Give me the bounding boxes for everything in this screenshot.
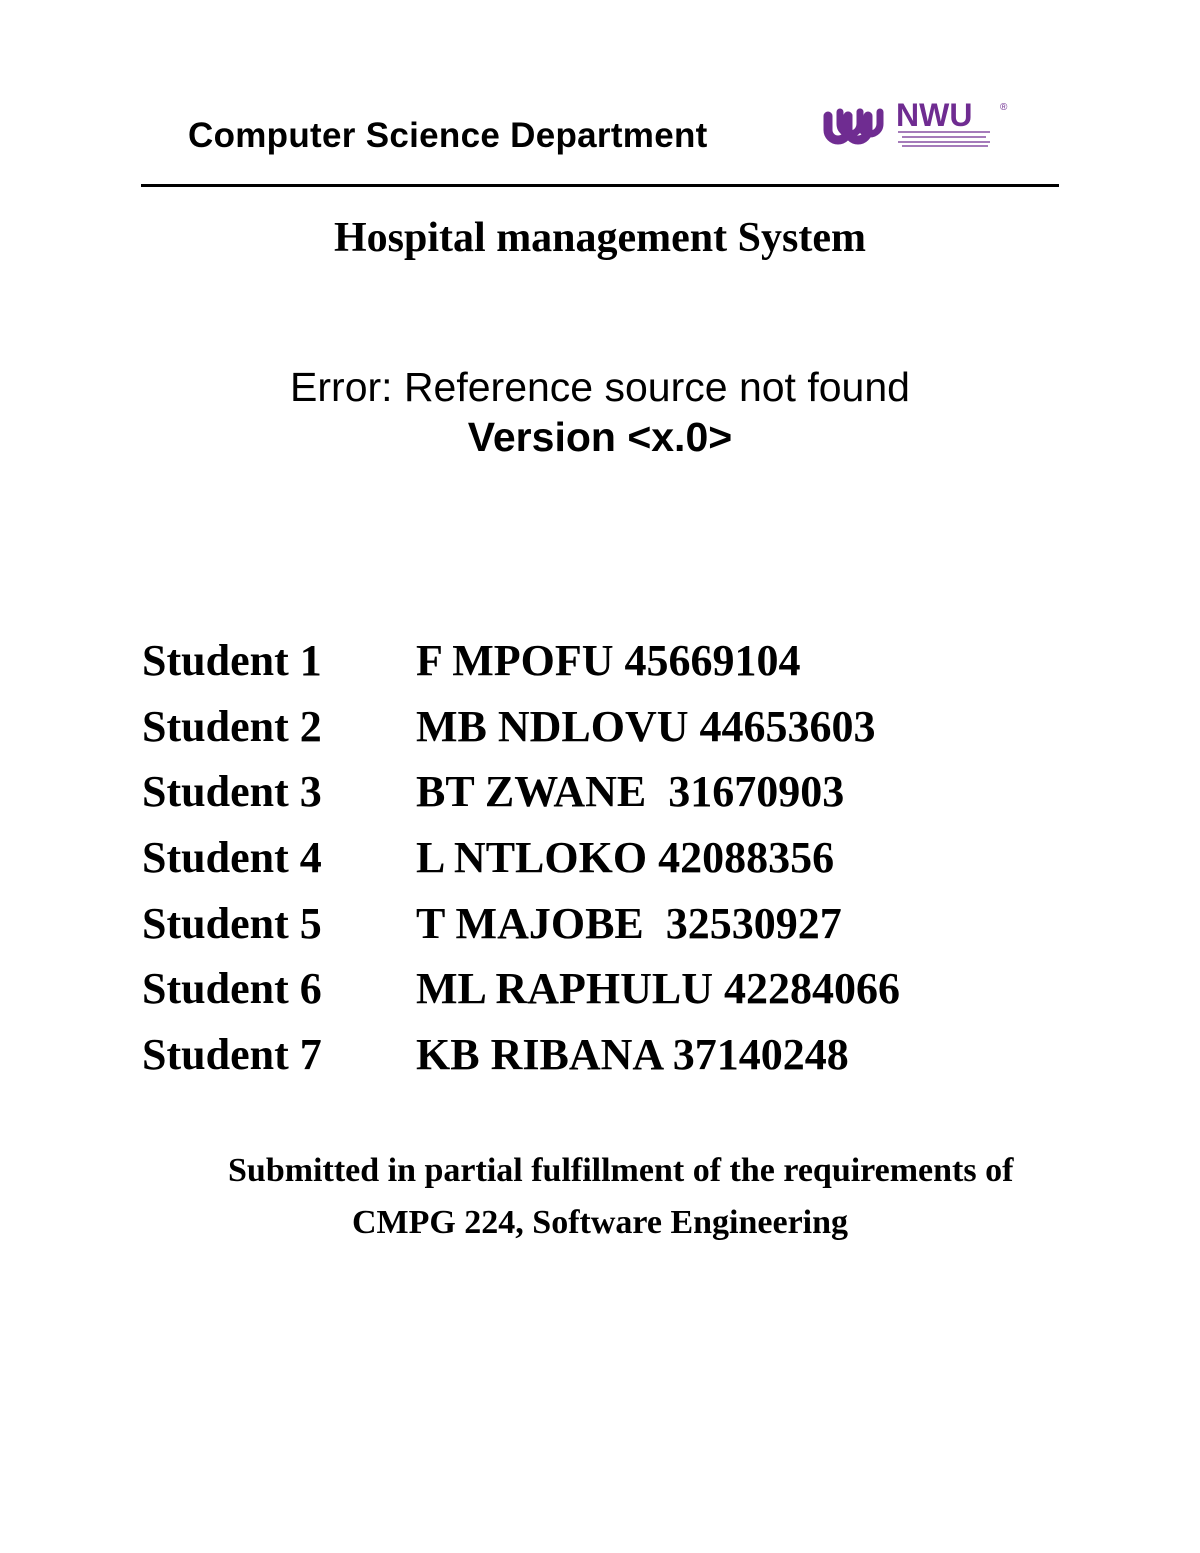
student-label: Student 7 [142,1029,322,1079]
student-row [142,1022,900,1088]
department-heading: Computer Science Department [188,116,708,155]
student-row [142,694,900,760]
student-label: Student 2 [142,701,322,751]
student-label: Student 3 [142,767,322,817]
university-logo [818,96,1018,154]
nwu-logo-icon [818,96,1018,154]
student-label: Student 6 [142,964,322,1014]
student-name-number: BT ZWANE 31670903 [416,767,845,817]
student-label: Student 4 [142,833,322,883]
logo-registered-mark: ® [1000,102,1008,113]
student-row [142,825,900,891]
student-label: Student 1 [142,636,322,686]
student-row [142,628,900,694]
document-title: Hospital management System [334,215,866,261]
error-reference-line: Error: Reference source not found [290,364,910,410]
student-name-number: MB NDLOVU 44653603 [416,701,876,751]
submission-line-1: Submitted in partial fulfillment of the requirements of [228,1152,1014,1189]
student-name-number: ML RAPHULU 42284066 [416,964,900,1014]
student-name-number: T MAJOBE 32530927 [416,898,842,948]
student-name-number: F MPOFU 45669104 [416,636,801,686]
version-line: Version <x.0> [467,414,733,460]
student-name-number: KB RIBANA 37140248 [416,1029,849,1079]
header-rule [141,184,1059,187]
student-name-number: L NTLOKO 42088356 [416,833,835,883]
student-list [142,628,900,1087]
student-row [142,956,900,1022]
student-label: Student 5 [142,898,322,948]
student-row [142,759,900,825]
submission-line-2: CMPG 224, Software Engineering [351,1204,849,1241]
logo-text: NWU [896,97,973,133]
student-row [142,890,900,956]
